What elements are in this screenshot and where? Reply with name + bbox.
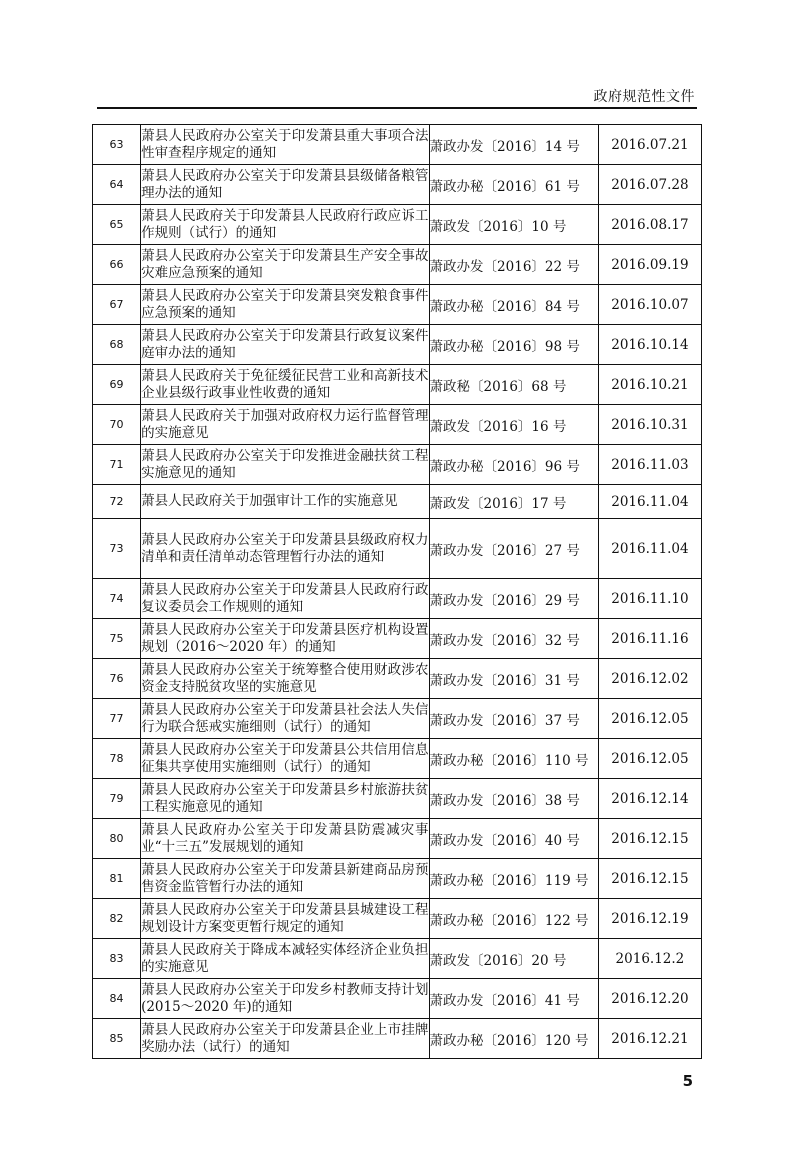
document-number: 萧政办秘〔2016〕119 号 <box>429 859 598 899</box>
document-number: 萧政办秘〔2016〕120 号 <box>429 1019 598 1059</box>
document-title: 萧县人民政府办公室关于印发萧县行政复议案件庭审办法的通知 <box>141 325 429 365</box>
row-number: 69 <box>93 365 141 405</box>
document-title: 萧县人民政府办公室关于印发推进金融扶贫工程实施意见的通知 <box>141 445 429 485</box>
table-row <box>93 739 702 779</box>
issue-date: 2016.12.15 <box>598 859 701 899</box>
row-number: 81 <box>93 859 141 899</box>
table-row <box>93 939 702 979</box>
issue-date: 2016.11.10 <box>598 579 701 619</box>
document-title: 萧县人民政府办公室关于印发萧县医疗机构设置规划（2016～2020 年）的通知 <box>141 619 429 659</box>
document-number: 萧政办发〔2016〕32 号 <box>429 619 598 659</box>
table-row <box>93 859 702 899</box>
document-list-table <box>92 124 702 1059</box>
document-title: 萧县人民政府办公室关于印发萧县县级政府权力清单和责任清单动态管理暂行办法的通知 <box>141 519 429 579</box>
row-number: 65 <box>93 205 141 245</box>
document-number: 萧政办秘〔2016〕98 号 <box>429 325 598 365</box>
document-title: 萧县人民政府办公室关于印发萧县重大事项合法性审查程序规定的通知 <box>141 125 429 165</box>
document-number: 萧政办发〔2016〕27 号 <box>429 519 598 579</box>
issue-date: 2016.12.05 <box>598 699 701 739</box>
issue-date: 2016.11.03 <box>598 445 701 485</box>
row-number: 68 <box>93 325 141 365</box>
row-number: 72 <box>93 485 141 519</box>
document-number: 萧政办发〔2016〕22 号 <box>429 245 598 285</box>
document-number: 萧政发〔2016〕17 号 <box>429 485 598 519</box>
table-row <box>93 979 702 1019</box>
document-title: 萧县人民政府办公室关于印发萧县乡村旅游扶贫工程实施意见的通知 <box>141 779 429 819</box>
table-row <box>93 899 702 939</box>
table-row <box>93 365 702 405</box>
document-number: 萧政办秘〔2016〕61 号 <box>429 165 598 205</box>
document-number: 萧政办秘〔2016〕96 号 <box>429 445 598 485</box>
row-number: 70 <box>93 405 141 445</box>
issue-date: 2016.12.15 <box>598 819 701 859</box>
document-title: 萧县人民政府关于加强对政府权力运行监督管理的实施意见 <box>141 405 429 445</box>
document-title: 萧县人民政府办公室关于印发萧县县级储备粮管理办法的通知 <box>141 165 429 205</box>
issue-date: 2016.12.21 <box>598 1019 701 1059</box>
document-title: 萧县人民政府办公室关于印发萧县社会法人失信行为联合惩戒实施细则（试行）的通知 <box>141 699 429 739</box>
issue-date: 2016.11.16 <box>598 619 701 659</box>
document-title: 萧县人民政府办公室关于印发萧县县城建设工程规划设计方案变更暂行规定的通知 <box>141 899 429 939</box>
issue-date: 2016.12.02 <box>598 659 701 699</box>
issue-date: 2016.07.21 <box>598 125 701 165</box>
row-number: 79 <box>93 779 141 819</box>
issue-date: 2016.09.19 <box>598 245 701 285</box>
document-title: 萧县人民政府关于降成本减轻实体经济企业负担的实施意见 <box>141 939 429 979</box>
issue-date: 2016.12.14 <box>598 779 701 819</box>
issue-date: 2016.10.14 <box>598 325 701 365</box>
table-row <box>93 619 702 659</box>
document-title: 萧县人民政府办公室关于印发乡村教师支持计划(2015～2020 年)的通知 <box>141 979 429 1019</box>
document-number: 萧政办秘〔2016〕84 号 <box>429 285 598 325</box>
row-number: 80 <box>93 819 141 859</box>
table-row <box>93 519 702 579</box>
row-number: 82 <box>93 899 141 939</box>
table-row <box>93 165 702 205</box>
table-row <box>93 485 702 519</box>
row-number: 83 <box>93 939 141 979</box>
document-number: 萧政发〔2016〕20 号 <box>429 939 598 979</box>
table-row <box>93 779 702 819</box>
table-row <box>93 205 702 245</box>
issue-date: 2016.10.21 <box>598 365 701 405</box>
document-title: 萧县人民政府关于免征缓征民营工业和高新技术企业县级行政事业性收费的通知 <box>141 365 429 405</box>
document-number: 萧政办发〔2016〕37 号 <box>429 699 598 739</box>
table-row <box>93 699 702 739</box>
document-number: 萧政发〔2016〕10 号 <box>429 205 598 245</box>
row-number: 74 <box>93 579 141 619</box>
table-row <box>93 579 702 619</box>
document-number: 萧政办发〔2016〕40 号 <box>429 819 598 859</box>
row-number: 78 <box>93 739 141 779</box>
issue-date: 2016.10.31 <box>598 405 701 445</box>
table-row <box>93 125 702 165</box>
issue-date: 2016.11.04 <box>598 519 701 579</box>
row-number: 77 <box>93 699 141 739</box>
row-number: 76 <box>93 659 141 699</box>
issue-date: 2016.11.04 <box>598 485 701 519</box>
document-number: 萧政发〔2016〕16 号 <box>429 405 598 445</box>
table-row <box>93 405 702 445</box>
issue-date: 2016.12.19 <box>598 899 701 939</box>
document-number: 萧政办秘〔2016〕110 号 <box>429 739 598 779</box>
row-number: 64 <box>93 165 141 205</box>
issue-date: 2016.10.07 <box>598 285 701 325</box>
table-row <box>93 445 702 485</box>
document-title: 萧县人民政府办公室关于印发萧县防震减灾事业“十三五”发展规划的通知 <box>141 819 429 859</box>
page-number: 5 <box>682 1072 693 1090</box>
issue-date: 2016.12.05 <box>598 739 701 779</box>
document-title: 萧县人民政府办公室关于印发萧县公共信用信息征集共享使用实施细则（试行）的通知 <box>141 739 429 779</box>
issue-date: 2016.12.2 <box>598 939 701 979</box>
issue-date: 2016.08.17 <box>598 205 701 245</box>
table-row <box>93 245 702 285</box>
document-title: 萧县人民政府关于加强审计工作的实施意见 <box>141 485 429 519</box>
row-number: 75 <box>93 619 141 659</box>
page-header-title: 政府规范性文件 <box>593 89 695 105</box>
document-number: 萧政办发〔2016〕31 号 <box>429 659 598 699</box>
document-number: 萧政办发〔2016〕41 号 <box>429 979 598 1019</box>
row-number: 84 <box>93 979 141 1019</box>
document-title: 萧县人民政府关于印发萧县人民政府行政应诉工作规则（试行）的通知 <box>141 205 429 245</box>
row-number: 73 <box>93 519 141 579</box>
document-number: 萧政办秘〔2016〕122 号 <box>429 899 598 939</box>
table-row <box>93 285 702 325</box>
document-number: 萧政办发〔2016〕38 号 <box>429 779 598 819</box>
document-title: 萧县人民政府办公室关于印发萧县企业上市挂牌奖励办法（试行）的通知 <box>141 1019 429 1059</box>
table-body <box>93 125 702 1059</box>
table-row <box>93 659 702 699</box>
row-number: 66 <box>93 245 141 285</box>
row-number: 71 <box>93 445 141 485</box>
table-row <box>93 1019 702 1059</box>
document-number: 萧政办发〔2016〕29 号 <box>429 579 598 619</box>
row-number: 63 <box>93 125 141 165</box>
document-title: 萧县人民政府办公室关于印发萧县新建商品房预售资金监管暂行办法的通知 <box>141 859 429 899</box>
issue-date: 2016.12.20 <box>598 979 701 1019</box>
document-title: 萧县人民政府办公室关于统筹整合使用财政涉农资金支持脱贫攻坚的实施意见 <box>141 659 429 699</box>
header-divider <box>97 107 697 109</box>
document-title: 萧县人民政府办公室关于印发萧县生产安全事故灾难应急预案的通知 <box>141 245 429 285</box>
row-number: 67 <box>93 285 141 325</box>
issue-date: 2016.07.28 <box>598 165 701 205</box>
table-row <box>93 325 702 365</box>
document-number: 萧政办发〔2016〕14 号 <box>429 125 598 165</box>
document-number: 萧政秘〔2016〕68 号 <box>429 365 598 405</box>
document-title: 萧县人民政府办公室关于印发萧县人民政府行政复议委员会工作规则的通知 <box>141 579 429 619</box>
row-number: 85 <box>93 1019 141 1059</box>
table-row <box>93 819 702 859</box>
document-title: 萧县人民政府办公室关于印发萧县突发粮食事件应急预案的通知 <box>141 285 429 325</box>
